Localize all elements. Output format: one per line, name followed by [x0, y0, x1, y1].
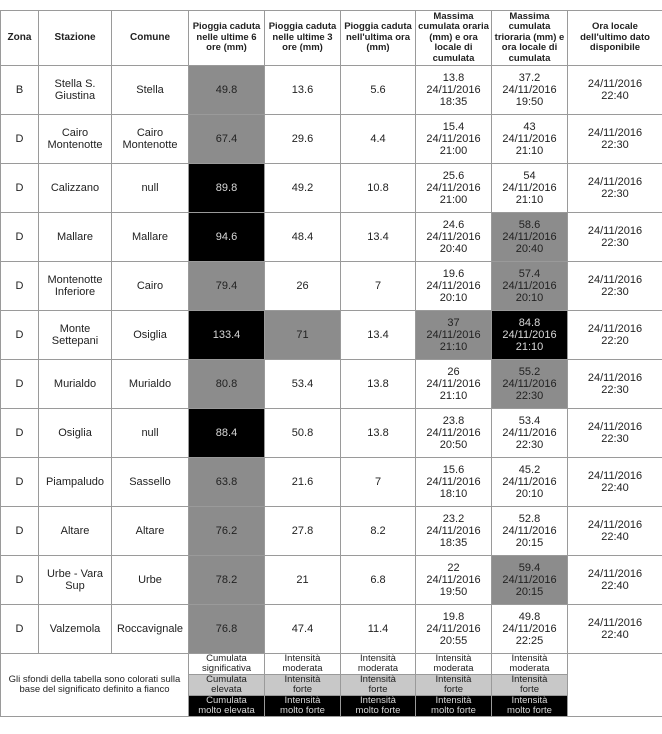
legend-row — [1, 654, 662, 675]
cell-pioggia-1h: 13.8 — [341, 409, 416, 458]
cell-zona: D — [1, 458, 39, 507]
legend-cell: Intensità molto forte — [416, 696, 492, 717]
cell-zona: B — [1, 66, 39, 115]
cell-pioggia-3h: 71 — [265, 311, 341, 360]
cell-stazione: Piampaludo — [39, 458, 112, 507]
legend-cell: Intensità moderata — [341, 654, 416, 675]
cell-pioggia-1h: 11.4 — [341, 605, 416, 654]
cell-pioggia-3h: 27.8 — [265, 507, 341, 556]
table-row — [1, 66, 662, 115]
cell-pioggia-3h: 29.6 — [265, 115, 341, 164]
cell-pioggia-3h: 21 — [265, 556, 341, 605]
cell-zona: D — [1, 164, 39, 213]
cell-pioggia-6h: 89.8 — [189, 164, 265, 213]
cell-zona: D — [1, 311, 39, 360]
cell-pioggia-6h: 67.4 — [189, 115, 265, 164]
cell-ultimo-dato: 24/11/2016 22:30 — [568, 115, 662, 164]
cell-max-oraria: 19.8 24/11/2016 20:55 — [416, 605, 492, 654]
cell-ultimo-dato: 24/11/2016 22:30 — [568, 409, 662, 458]
cell-pioggia-1h: 10.8 — [341, 164, 416, 213]
cell-stazione: Urbe - Vara Sup — [39, 556, 112, 605]
cell-zona: D — [1, 262, 39, 311]
cell-pioggia-1h: 8.2 — [341, 507, 416, 556]
legend-cell: Intensità forte — [265, 675, 341, 696]
cell-pioggia-6h: 78.2 — [189, 556, 265, 605]
cell-stazione: Cairo Montenotte — [39, 115, 112, 164]
cell-zona: D — [1, 556, 39, 605]
cell-ultimo-dato: 24/11/2016 22:40 — [568, 507, 662, 556]
cell-stazione: Montenotte Inferiore — [39, 262, 112, 311]
cell-ultimo-dato: 24/11/2016 22:40 — [568, 66, 662, 115]
table-row — [1, 605, 662, 654]
cell-zona: D — [1, 360, 39, 409]
cell-max-trioraria: 43 24/11/2016 21:10 — [492, 115, 568, 164]
cell-max-trioraria: 49.8 24/11/2016 22:25 — [492, 605, 568, 654]
cell-stazione: Osiglia — [39, 409, 112, 458]
cell-max-oraria: 23.2 24/11/2016 18:35 — [416, 507, 492, 556]
legend-cell: Intensità forte — [341, 675, 416, 696]
cell-pioggia-1h: 13.4 — [341, 213, 416, 262]
cell-pioggia-1h: 5.6 — [341, 66, 416, 115]
cell-pioggia-6h: 88.4 — [189, 409, 265, 458]
legend-note: Gli sfondi della tabella sono colorati sulla base del significato definito a fianco — [1, 654, 189, 717]
legend-cell: Intensità molto forte — [492, 696, 568, 717]
cell-max-oraria: 15.6 24/11/2016 18:10 — [416, 458, 492, 507]
cell-stazione: Monte Settepani — [39, 311, 112, 360]
table-row — [1, 164, 662, 213]
table-row — [1, 311, 662, 360]
legend-cell: Cumulata elevata — [189, 675, 265, 696]
cell-stazione: Calizzano — [39, 164, 112, 213]
cell-max-trioraria: 55.2 24/11/2016 22:30 — [492, 360, 568, 409]
cell-pioggia-6h: 76.8 — [189, 605, 265, 654]
legend-cell: Intensità molto forte — [341, 696, 416, 717]
cell-pioggia-6h: 133.4 — [189, 311, 265, 360]
cell-max-trioraria: 45.2 24/11/2016 20:10 — [492, 458, 568, 507]
cell-pioggia-1h: 7 — [341, 262, 416, 311]
cell-comune: Roccavignale — [112, 605, 189, 654]
cell-ultimo-dato: 24/11/2016 22:40 — [568, 556, 662, 605]
cell-max-trioraria: 53.4 24/11/2016 22:30 — [492, 409, 568, 458]
cell-ultimo-dato: 24/11/2016 22:20 — [568, 311, 662, 360]
cell-zona: D — [1, 213, 39, 262]
header-pioggia-1h: Pioggia caduta nell'ultima ora (mm) — [341, 11, 416, 66]
cell-stazione: Valzemola — [39, 605, 112, 654]
table-row — [1, 458, 662, 507]
rainfall-table — [0, 10, 662, 717]
header-comune: Comune — [112, 11, 189, 66]
legend-cell: Intensità moderata — [416, 654, 492, 675]
legend-cell: Intensità moderata — [492, 654, 568, 675]
cell-max-oraria: 25.6 24/11/2016 21:00 — [416, 164, 492, 213]
cell-pioggia-1h: 6.8 — [341, 556, 416, 605]
cell-comune: Altare — [112, 507, 189, 556]
header-pioggia-3h: Pioggia caduta nelle ultime 3 ore (mm) — [265, 11, 341, 66]
cell-max-oraria: 22 24/11/2016 19:50 — [416, 556, 492, 605]
header-max-trioraria: Massima cumulata trioraria (mm) e ora locale di cumulata — [492, 11, 568, 66]
cell-comune: Urbe — [112, 556, 189, 605]
cell-comune: Osiglia — [112, 311, 189, 360]
table-row — [1, 556, 662, 605]
cell-zona: D — [1, 507, 39, 556]
cell-pioggia-3h: 13.6 — [265, 66, 341, 115]
table-row — [1, 507, 662, 556]
legend-cell: Intensità forte — [492, 675, 568, 696]
cell-zona: D — [1, 115, 39, 164]
cell-comune: Sassello — [112, 458, 189, 507]
cell-max-oraria: 24.6 24/11/2016 20:40 — [416, 213, 492, 262]
cell-max-oraria: 23.8 24/11/2016 20:50 — [416, 409, 492, 458]
header-zona: Zona — [1, 11, 39, 66]
legend-cell: Cumulata molto elevata — [189, 696, 265, 717]
cell-comune: Cairo Montenotte — [112, 115, 189, 164]
cell-pioggia-3h: 53.4 — [265, 360, 341, 409]
cell-max-trioraria: 54 24/11/2016 21:10 — [492, 164, 568, 213]
cell-stazione: Murialdo — [39, 360, 112, 409]
table-row — [1, 262, 662, 311]
cell-comune: Stella — [112, 66, 189, 115]
cell-max-oraria: 37 24/11/2016 21:10 — [416, 311, 492, 360]
cell-ultimo-dato: 24/11/2016 22:30 — [568, 360, 662, 409]
cell-pioggia-1h: 4.4 — [341, 115, 416, 164]
cell-max-trioraria: 57.4 24/11/2016 20:10 — [492, 262, 568, 311]
cell-pioggia-1h: 13.8 — [341, 360, 416, 409]
table-row — [1, 409, 662, 458]
cell-comune: null — [112, 164, 189, 213]
cell-comune: Mallare — [112, 213, 189, 262]
cell-pioggia-6h: 79.4 — [189, 262, 265, 311]
header-stazione: Stazione — [39, 11, 112, 66]
header-pioggia-6h: Pioggia caduta nelle ultime 6 ore (mm) — [189, 11, 265, 66]
cell-comune: Murialdo — [112, 360, 189, 409]
cell-ultimo-dato: 24/11/2016 22:30 — [568, 164, 662, 213]
cell-pioggia-3h: 48.4 — [265, 213, 341, 262]
cell-ultimo-dato: 24/11/2016 22:30 — [568, 213, 662, 262]
table-row — [1, 115, 662, 164]
cell-pioggia-3h: 50.8 — [265, 409, 341, 458]
cell-pioggia-6h: 80.8 — [189, 360, 265, 409]
table-row — [1, 360, 662, 409]
cell-stazione: Mallare — [39, 213, 112, 262]
cell-zona: D — [1, 605, 39, 654]
header-row — [1, 11, 662, 66]
cell-pioggia-3h: 49.2 — [265, 164, 341, 213]
table-row — [1, 213, 662, 262]
cell-stazione: Altare — [39, 507, 112, 556]
cell-pioggia-6h: 49.8 — [189, 66, 265, 115]
cell-comune: null — [112, 409, 189, 458]
header-ultimo-dato: Ora locale dell'ultimo dato disponibile — [568, 11, 662, 66]
cell-max-oraria: 19.6 24/11/2016 20:10 — [416, 262, 492, 311]
cell-pioggia-6h: 94.6 — [189, 213, 265, 262]
cell-ultimo-dato: 24/11/2016 22:30 — [568, 262, 662, 311]
cell-pioggia-6h: 76.2 — [189, 507, 265, 556]
cell-max-trioraria: 52.8 24/11/2016 20:15 — [492, 507, 568, 556]
cell-max-trioraria: 58.6 24/11/2016 20:40 — [492, 213, 568, 262]
legend-cell: Intensità forte — [416, 675, 492, 696]
cell-comune: Cairo — [112, 262, 189, 311]
cell-zona: D — [1, 409, 39, 458]
legend-cell: Intensità molto forte — [265, 696, 341, 717]
cell-max-trioraria: 84.8 24/11/2016 21:10 — [492, 311, 568, 360]
legend-cell: Intensità moderata — [265, 654, 341, 675]
header-max-oraria: Massima cumulata oraria (mm) e ora locale di cumulata — [416, 11, 492, 66]
cell-pioggia-3h: 21.6 — [265, 458, 341, 507]
cell-max-oraria: 26 24/11/2016 21:10 — [416, 360, 492, 409]
cell-max-oraria: 13.8 24/11/2016 18:35 — [416, 66, 492, 115]
cell-pioggia-1h: 7 — [341, 458, 416, 507]
cell-pioggia-3h: 47.4 — [265, 605, 341, 654]
cell-ultimo-dato: 24/11/2016 22:40 — [568, 458, 662, 507]
cell-pioggia-3h: 26 — [265, 262, 341, 311]
cell-pioggia-1h: 13.4 — [341, 311, 416, 360]
legend-empty — [568, 654, 662, 717]
cell-pioggia-6h: 63.8 — [189, 458, 265, 507]
cell-max-trioraria: 37.2 24/11/2016 19:50 — [492, 66, 568, 115]
legend-cell: Cumulata significativa — [189, 654, 265, 675]
cell-max-trioraria: 59.4 24/11/2016 20:15 — [492, 556, 568, 605]
cell-max-oraria: 15.4 24/11/2016 21:00 — [416, 115, 492, 164]
cell-stazione: Stella S. Giustina — [39, 66, 112, 115]
cell-ultimo-dato: 24/11/2016 22:40 — [568, 605, 662, 654]
